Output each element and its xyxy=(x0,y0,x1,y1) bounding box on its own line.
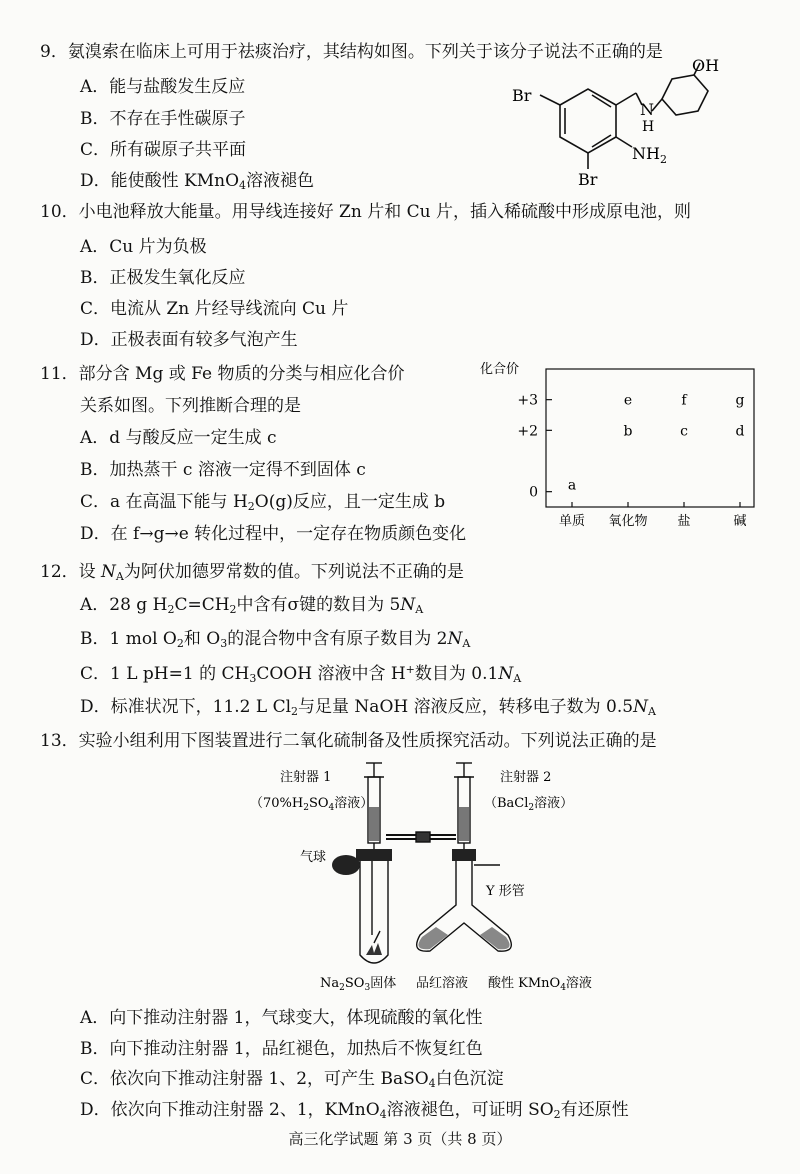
kmno4-liquid xyxy=(480,927,510,949)
pinred-liquid xyxy=(418,927,448,949)
mol-nh-h: H xyxy=(642,119,655,135)
chart-ylabel: 化合价 xyxy=(480,362,520,377)
mol-br-top: Br xyxy=(512,86,532,105)
q10-option-a: A．Cu 片为负极 xyxy=(80,237,207,257)
q12-option-c: C．1 L pH=1 的 $CH_3COOH$ 溶液中含 H+数目为 $0.1N_A$ xyxy=(80,663,522,685)
syringe1-liquid xyxy=(369,807,379,841)
label-ytube: Y 形管 xyxy=(486,884,525,899)
y-tick-label: +3 xyxy=(517,392,538,409)
q12-stem: 12．设 $N_A$为阿伏加德罗常数的值。下列说法不正确的是 xyxy=(40,562,464,583)
q13-option-d: D．依次向下推动注射器 2、1，KMnO$_4$溶液褪色，可证明 $SO_2$有还原性 xyxy=(80,1100,629,1121)
point-a: a xyxy=(567,477,577,494)
q11-option-a: A．d 与酸反应一定生成 c xyxy=(80,428,277,448)
chart-frame xyxy=(546,369,754,507)
q9-option-a: A．能与盐酸发生反应 xyxy=(80,77,246,97)
q13-option-b: B．向下推动注射器 1，品红褪色，加热后不恢复红色 xyxy=(80,1039,483,1059)
y-tick-label: +2 xyxy=(517,423,538,440)
point-g: g xyxy=(735,392,745,409)
label-kmno4: 酸性 KMnO$_4$溶液 xyxy=(488,976,592,993)
q9-option-b: B．不存在手性碳原子 xyxy=(80,109,246,129)
benzene-ring xyxy=(560,89,616,153)
q11-option-b: B．加热蒸干 c 溶液一定得不到固体 c xyxy=(80,460,366,480)
q13-option-c: C．依次向下推动注射器 1、2，可产生 BaSO$_4$白色沉淀 xyxy=(80,1069,504,1090)
label-syringe2: 注射器 2 xyxy=(500,770,552,785)
na2so3-solid xyxy=(366,943,382,955)
y-tick-label: 0 xyxy=(529,484,538,501)
syringe2-liquid xyxy=(459,807,469,841)
x-tick-label: 碱 xyxy=(733,514,747,529)
q10-option-d: D．正极表面有较多气泡产生 xyxy=(80,330,298,350)
q11-option-d: D．在 f→g→e 转化过程中，一定存在物质颜色变化 xyxy=(80,524,467,544)
q11-stem-line1: 11．部分含 Mg 或 Fe 物质的分类与相应化合价 xyxy=(40,364,405,384)
q9-option-c: C．所有碳原子共平面 xyxy=(80,140,247,160)
point-d: d xyxy=(735,423,745,440)
label-syringe2-content: （BaCl$_2$溶液） xyxy=(484,796,574,813)
label-na2so3: $Na_2SO_3$固体 xyxy=(320,976,397,993)
page-footer: 高三化学试题 第 3 页（共 8 页） xyxy=(288,1130,512,1148)
q10-stem: 10．小电池释放大能量。用导线连接好 Zn 片和 Cu 片，插入稀硫酸中形成原电池，则 xyxy=(40,202,691,222)
label-syringe1-content: （$70\%H_2SO_4$溶液） xyxy=(250,796,374,813)
x-tick-label: 单质 xyxy=(558,514,586,529)
mol-nh2: $NH_2$ xyxy=(632,144,667,166)
q12-option-a: A．28 g $H_2C=CH_2$中含有σ键的数目为 $5N_A$ xyxy=(80,595,424,616)
cyclohexane-ring xyxy=(662,75,708,115)
q13-stem: 13．实验小组利用下图装置进行二氧化硫制备及性质探究活动。下列说法正确的是 xyxy=(40,731,657,751)
mol-nh-n: N xyxy=(640,100,654,119)
label-syringe1: 注射器 1 xyxy=(280,770,332,785)
q10-option-b: B．正极发生氧化反应 xyxy=(80,268,246,288)
q12-option-d: D．标准状况下，11.2 L $Cl_2$与足量 NaOH 溶液反应，转移电子数为 $0.5N_A$ xyxy=(80,697,656,718)
mol-oh: OH xyxy=(692,56,720,75)
balloon xyxy=(332,855,360,875)
q13-option-a: A．向下推动注射器 1，气球变大，体现硫酸的氧化性 xyxy=(80,1008,483,1028)
tube-clamp xyxy=(416,832,430,842)
q11-stem-line2: 关系如图。下列推断合理的是 xyxy=(80,396,301,416)
so2-apparatus xyxy=(250,755,650,995)
q9-option-d: D．能使酸性 KMnO$_4$溶液褪色 xyxy=(80,171,315,192)
x-tick-label: 氧化物 xyxy=(608,514,648,529)
label-balloon: 气球 xyxy=(300,850,327,865)
q10-option-c: C．电流从 Zn 片经导线流向 Cu 片 xyxy=(80,299,349,319)
stopper-left xyxy=(356,849,392,861)
ambroxol-structure xyxy=(480,55,730,195)
stopper-right xyxy=(452,849,476,861)
valence-chart xyxy=(478,355,778,535)
label-pinred: 品红溶液 xyxy=(416,976,469,991)
point-e: e xyxy=(623,392,633,409)
test-tube xyxy=(360,859,388,963)
mol-br-bottom: Br xyxy=(578,170,598,189)
q11-option-c: C．a 在高温下能与 $H_2O(g)$反应，且一定生成 b xyxy=(80,492,446,513)
q12-option-b: B．1 mol $O_2$和 $O_3$的混合物中含有原子数目为 $2N_A$ xyxy=(80,629,471,650)
x-tick-label: 盐 xyxy=(677,514,691,529)
point-c: c xyxy=(680,423,688,440)
point-f: f xyxy=(681,392,687,409)
q9-stem: 9．氨溴索在临床上可用于祛痰治疗，其结构如图。下列关于该分子说法不正确的是 xyxy=(40,42,663,62)
point-b: b xyxy=(623,423,633,440)
